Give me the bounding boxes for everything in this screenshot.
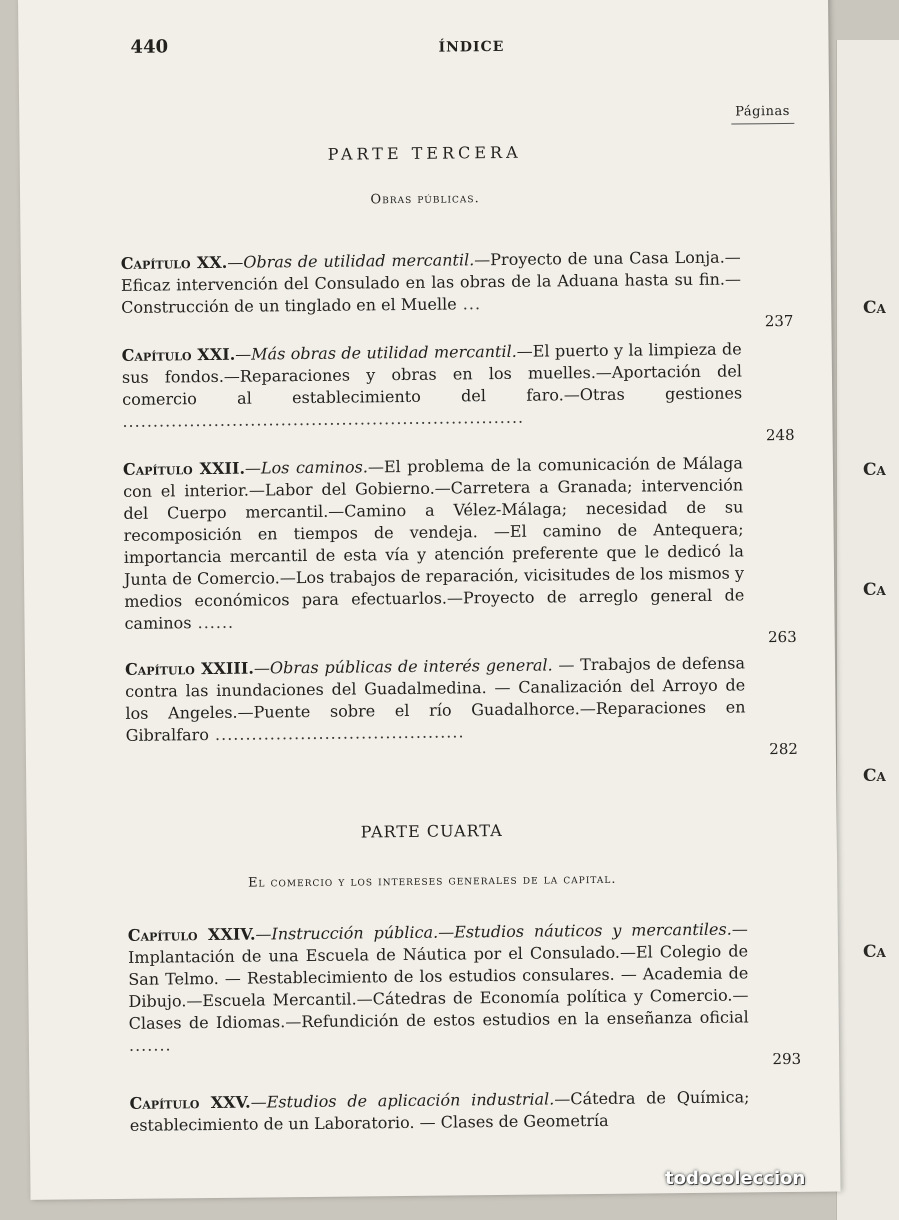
toc-entry [121,246,742,318]
entry-text [125,652,746,746]
chapter-summary: —Implantación de una Escuela de Náutica por el Consulado.—El Colegio de San Telmo. — Restablecimiento de los estudios consulares. — Academia de Dibujo.—Escuela Mercantil.—Cátedras de Economía política y Comercio.—Clases de Idiomas.—Refundición de estos estudios en la enseñanza oficial [128,919,749,1032]
adjacent-page [836,40,899,1220]
chapter-subject: —Obras públicas de interés general. [254,655,553,677]
entry-text [121,246,742,318]
toc-entry [129,1086,749,1136]
adjacent-page-word: Ca [863,298,886,318]
chapter-summary: —El puerto y la limpieza de sus fondos.—Reparaciones y obras en los muelles.—Aportación del comercio al establecimiento del faro.—Otras gestiones [122,339,742,408]
chapter-summary: —Proyecto de una Casa Lonja.—Eficaz intervención del Consulado en las obras de la Aduana hasta su fin.—Construcción de un tinglado en el Muelle [121,247,741,316]
chapter-label: Capítulo XXV. [129,1093,250,1113]
leader-dots: ...... [191,613,234,632]
entry-text [122,338,743,432]
toc-entry [122,338,743,432]
chapter-subject: —Más obras de utilidad mercantil. [235,342,517,364]
page-reference: 293 [772,1050,801,1068]
book-page [18,0,841,1200]
adjacent-page-word: Ca [863,580,886,600]
part-title: PARTE CUARTA [27,817,837,844]
toc-entry [125,652,746,746]
page-reference: 263 [768,628,797,646]
entry-text [128,918,749,1056]
chapter-subject: —Instrucción pública.—Estudios náuticos y mercantiles. [255,920,732,944]
chapter-summary: — Trabajos de defensa contra las inundaciones del Guadalmedina. — Canalización del Arroyo de los Angeles.—Puente sobre el río Guadalhorce.—Reparaciones en Gibralfaro [125,653,745,744]
chapter-label: Capítulo XXIV. [128,925,256,945]
leader-dots: ... [457,294,482,313]
page-number: 440 [130,36,168,57]
section-title: El comercio y los intereses generales de la capital. [27,869,837,892]
section-title: Obras públicas. [20,188,830,211]
running-title: ÍNDICE [438,39,504,56]
leader-dots: .................................................................. [122,408,524,431]
chapter-summary: —El problema de la comunicación de Málaga con el interior.—Labor del Gobierno.—Carretera a Granada; intervención del Cuerpo mercantil.—Camino a Vélez-Málaga; necesidad de su recomposición en tiempos de vendeja. —El camino de Antequera; importancia mercantil de esta vía y atención preferente que le dedicó la Junta de Comercio.—Los trabajos de reparación, vicisitudes de los mismos y medios económicos para efectuarlos.—Proyecto de arreglo general de caminos [123,453,744,632]
adjacent-page-word: Ca [863,942,886,962]
chapter-subject: —Los caminos. [245,457,368,477]
chapter-label: Capítulo XXI. [122,345,236,365]
chapter-label: Capítulo XX. [121,253,228,273]
part-title: PARTE TERCERA [20,140,830,167]
entry-text [129,1086,749,1136]
leader-dots: ......................................... [209,722,465,744]
chapter-summary: —Cátedra de Química; establecimiento de un Laboratorio. — Clases de Geometría [130,1087,750,1134]
entry-text [123,452,745,634]
toc-entry [128,918,749,1056]
toc-entry [123,452,745,634]
page-reference: 237 [765,312,794,330]
pages-column-label: Páginas [731,104,794,125]
adjacent-page-word: Ca [863,460,886,480]
page-reference: 248 [766,426,795,444]
adjacent-page-word: Ca [863,766,886,786]
page-reference: 282 [769,740,798,758]
chapter-label: Capítulo XXIII. [125,659,254,679]
watermark-logo: todocoleccion [665,1168,805,1189]
leader-dots: ....... [129,1035,172,1054]
page-header [18,30,828,68]
chapter-label: Capítulo XXII. [123,459,245,479]
chapter-subject: —Estudios de aplicación industrial. [251,1089,555,1111]
chapter-subject: —Obras de utilidad mercantil. [227,250,474,272]
